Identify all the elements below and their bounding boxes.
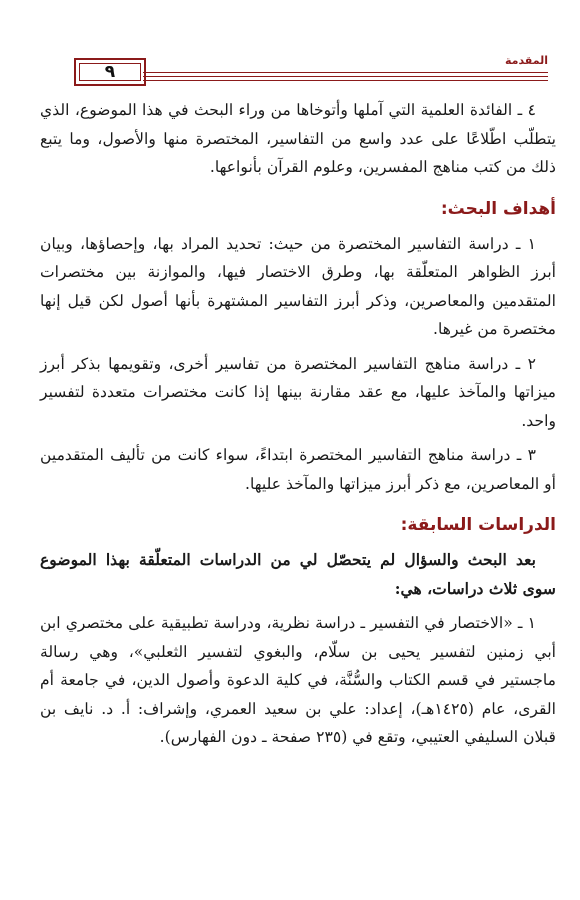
goal-item-3: ٣ ـ دراسة مناهج التفاسير المختصرة ابتداءً، سواء كانت من تأليف المتقدمين أو المعاصرين، مع ذكر أبرز ميزاتها والمآخذ عليها. [40,446,556,493]
previous-studies-intro: بعد البحث والسؤال لم يتحصّل لي من الدراسات المتعلّقة بهذا الموضوع سوى ثلاث دراسات، هي: [40,550,556,598]
heading-previous-studies: الدراسات السابقة: [400,515,556,535]
page-header [48,50,548,90]
page-number-box [74,58,146,86]
header-rule [143,80,548,81]
page-number: ٩ [104,62,116,82]
goal-item-1: ١ ـ دراسة التفاسير المختصرة من حيث: تحديد المراد بها، وإحصاؤها، وبيان أبرز الظواهر المتعلّقة بها، وطرق الاختصار فيها، والموازنة بين مختصرات المتقدمين والمعاصرين، وذكر أبرز التفاسير المشتهرة بأنها أصول لكن قيل إنها مختصرة من غيرها. [40,234,556,338]
goal-item-2: ٢ ـ دراسة مناهج التفاسير المختصرة من تفاسير أخرى، وتقويمها بذكر أبرز ميزاتها والمآخذ عليها، مع عقد مقارنة بينها إذا كانت مختصرات متعددة لتفسير واحد. [40,354,556,430]
paragraph-item-4: ٤ ـ الفائدة العلمية التي آملها وأتوخاها من وراء البحث في هذا الموضوع، الذي يتطلّب اطّلاعًا على عدد واسع من التفاسير، المختصرة منها والأصول، وما يتبع ذلك من كتب مناهج المفسرين، وعلوم القرآن بأنواعها. [40,101,556,176]
header-rule [143,72,548,73]
heading-research-goals: أهداف البحث: [440,198,556,219]
page-body [40,96,556,758]
section-label: المقدمة [504,54,548,67]
previous-study-item-1: ١ ـ «الاختصار في التفسير ـ دراسة نظرية، ودراسة تطبيقية على مختصري ابن أبي زمنين لتفسير يحيى بن سلّام، والبغوي لتفسير الثعلبي»، وهي رسالة ماجستير في قسم الكتاب والسُّنَّة، في كلية الدعوة وأصول الدين، في جامعة أم القرى، عام (١٤٢٥هـ)، إعداد: علي بن سعيد العمري، وإشراف: أ. د. نايف بن قبلان السليفي العتيبي، وتقع في (٢٣٥ صفحة ـ دون الفهارس). [40,614,556,746]
header-rule [143,76,548,77]
